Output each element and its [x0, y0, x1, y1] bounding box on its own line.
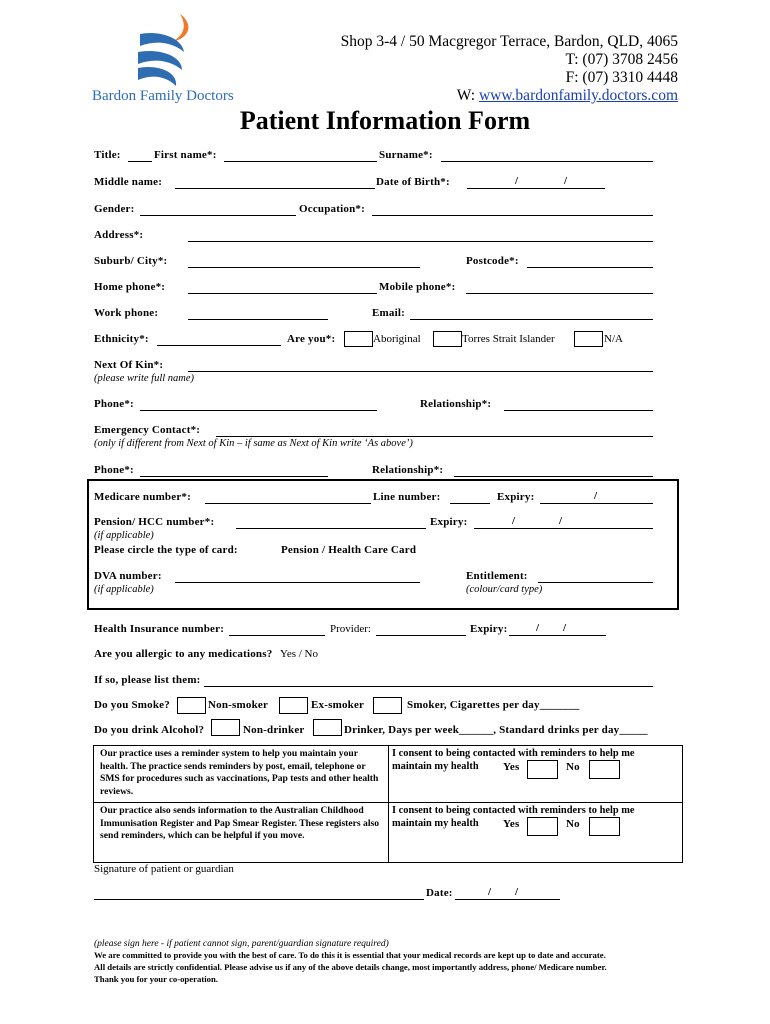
register-yes-checkbox[interactable]	[527, 817, 558, 836]
na-label: N/A	[604, 333, 623, 345]
insurance-expiry-sep-1: /	[536, 622, 540, 634]
nok-phone-field[interactable]	[140, 410, 377, 411]
alcohol-question: Do you drink Alcohol?	[94, 724, 205, 736]
register-no-checkbox[interactable]	[589, 817, 620, 836]
emergency-field[interactable]	[216, 436, 653, 437]
title-label: Title:	[94, 149, 121, 161]
entitlement-note: (colour/card type)	[466, 584, 543, 595]
are-you-label: Are you*:	[287, 333, 336, 345]
emergency-phone-label: Phone*:	[94, 464, 134, 476]
allergy-list-field[interactable]	[204, 686, 653, 687]
entitlement-label: Entitlement:	[466, 570, 528, 582]
list-them-label: If so, please list them:	[94, 674, 201, 686]
ethnicity-field[interactable]	[157, 345, 281, 346]
address-field[interactable]	[188, 241, 653, 242]
allergy-question: Are you allergic to any medications?	[94, 648, 273, 660]
non-drinker-checkbox[interactable]	[211, 719, 240, 736]
home-phone-label: Home phone*:	[94, 281, 166, 293]
drinker-checkbox[interactable]	[313, 719, 342, 736]
logo-swoosh-icon	[132, 12, 202, 88]
register-no-label: No	[566, 818, 580, 830]
surname-label: Surname*:	[379, 149, 433, 161]
date-label: Date:	[426, 887, 453, 899]
reminder-yes-label: Yes	[503, 761, 520, 773]
footer-line-2: All details are strictly confidential. Please advise us if any of the above details change, most importantly address, phone/ Medicare number.	[94, 962, 607, 972]
reminder-yes-checkbox[interactable]	[527, 760, 558, 779]
medicare-expiry-label: Expiry:	[497, 491, 535, 503]
smoker-label: Smoker, Cigarettes per day_______	[407, 699, 580, 711]
address-line-fax: F: (07) 3310 4448	[565, 69, 678, 86]
work-phone-label: Work phone:	[94, 307, 159, 319]
middle-name-label: Middle name:	[94, 176, 163, 188]
brand-name: Bardon Family Doctors	[92, 88, 234, 104]
reminder-no-checkbox[interactable]	[589, 760, 620, 779]
first-name-label: First name*:	[154, 149, 217, 161]
gender-field[interactable]	[140, 215, 296, 216]
smoke-question: Do you Smoke?	[94, 699, 170, 711]
insurance-expiry-label: Expiry:	[470, 623, 508, 635]
footer-line-1: We are committed to provide you with the best of care. To do this it is essential that your medical records are kept up to date and accurate.	[94, 950, 606, 960]
signature-field[interactable]	[94, 899, 424, 900]
work-phone-field[interactable]	[188, 319, 328, 320]
nok-relationship-field[interactable]	[504, 410, 653, 411]
next-of-kin-label: Next Of Kin*:	[94, 359, 164, 371]
medicare-expiry-sep: /	[594, 490, 598, 502]
line-number-field[interactable]	[450, 503, 490, 504]
dob-field[interactable]	[467, 188, 605, 189]
drinker-label: Drinker, Days per week______, Standard drinks per day_____	[344, 724, 648, 736]
provider-label: Provider:	[330, 623, 371, 635]
date-field[interactable]	[455, 899, 560, 900]
reminder-info-text: Our practice uses a reminder system to help you maintain your health. The practice sends reminders by post, email, telephone or SMS for procedures such as vaccinations, Pap tests and other health reviews.	[100, 748, 379, 797]
register-info-text: Our practice also sends information to the Australian Childhood Immunisation Register and Pap Smear Register. These registers also send reminders, which can be helpful if you move.	[100, 805, 380, 841]
tsi-label: Torres Strait Islander	[462, 333, 555, 345]
dob-label: Date of Birth*:	[376, 176, 450, 188]
dva-label: DVA number:	[94, 570, 162, 582]
date-sep-1: /	[488, 886, 492, 898]
emergency-relationship-field[interactable]	[454, 476, 653, 477]
sign-note: (please sign here - if patient cannot sign, parent/guardian signature required)	[94, 939, 389, 949]
provider-field[interactable]	[376, 635, 466, 636]
register-consent-text: I consent to being contacted with reminders to help me maintain my health	[392, 805, 635, 829]
non-drinker-label: Non-drinker	[243, 724, 305, 736]
dob-sep-1: /	[515, 175, 519, 187]
pension-expiry-label: Expiry:	[430, 516, 468, 528]
aboriginal-label: Aboriginal	[373, 333, 421, 345]
dob-sep-2: /	[564, 175, 568, 187]
pension-note: (if applicable)	[94, 530, 154, 541]
reminder-consent-text: I consent to being contacted with reminders to help me maintain my health	[392, 748, 635, 772]
emergency-label: Emergency Contact*:	[94, 424, 201, 436]
ex-smoker-checkbox[interactable]	[279, 697, 308, 714]
logo	[92, 12, 242, 104]
title-field[interactable]	[128, 161, 152, 162]
medicare-field[interactable]	[205, 503, 371, 504]
middle-name-field[interactable]	[175, 188, 375, 189]
pension-field[interactable]	[236, 528, 426, 529]
first-name-field[interactable]	[224, 161, 377, 162]
address-line-phone: T: (07) 3708 2456	[565, 51, 678, 68]
nok-relationship-label: Relationship*:	[420, 398, 492, 410]
address-line-web	[457, 87, 678, 105]
ex-smoker-label: Ex-smoker	[311, 699, 365, 711]
tsi-checkbox[interactable]	[433, 331, 462, 347]
dva-note: (if applicable)	[94, 584, 154, 595]
emergency-relationship-label: Relationship*:	[372, 464, 444, 476]
aboriginal-checkbox[interactable]	[344, 331, 373, 347]
surname-field[interactable]	[441, 161, 653, 162]
date-sep-2: /	[515, 886, 519, 898]
gender-label: Gender:	[94, 203, 135, 215]
pension-expiry-sep-2: /	[559, 515, 563, 527]
address-line-street: Shop 3-4 / 50 Macgregor Terrace, Bardon, QLD, 4065	[340, 33, 678, 50]
medicare-label: Medicare number*:	[94, 491, 191, 503]
smoker-checkbox[interactable]	[373, 697, 402, 714]
dva-field[interactable]	[175, 582, 420, 583]
non-smoker-checkbox[interactable]	[177, 697, 206, 714]
entitlement-field[interactable]	[538, 582, 653, 583]
ethnicity-label: Ethnicity*:	[94, 333, 149, 345]
insurance-field[interactable]	[229, 635, 325, 636]
postcode-label: Postcode*:	[466, 255, 519, 267]
pension-label: Pension/ HCC number*:	[94, 516, 215, 528]
next-of-kin-field[interactable]	[188, 371, 653, 372]
postcode-field[interactable]	[527, 267, 653, 268]
footer-line-3: Thank you for your co-operation.	[94, 974, 218, 984]
insurance-label: Health Insurance number:	[94, 623, 225, 635]
register-yes-label: Yes	[503, 818, 520, 830]
mobile-phone-label: Mobile phone*:	[379, 281, 456, 293]
web-link[interactable]: www.bardonfamily.doctors.com	[478, 87, 678, 104]
suburb-label: Suburb/ City*:	[94, 255, 168, 267]
card-type-options[interactable]: Pension / Health Care Card	[281, 544, 417, 556]
mobile-phone-field[interactable]	[466, 293, 653, 294]
line-number-label: Line number:	[373, 491, 441, 503]
address-label: Address*:	[94, 229, 144, 241]
email-label: Email:	[372, 307, 405, 319]
suburb-field[interactable]	[188, 267, 420, 268]
non-smoker-label: Non-smoker	[208, 699, 269, 711]
pension-expiry-field[interactable]	[474, 528, 653, 529]
occupation-field[interactable]	[372, 215, 653, 216]
reminder-no-label: No	[566, 761, 580, 773]
na-checkbox[interactable]	[574, 331, 603, 347]
insurance-expiry-sep-2: /	[563, 622, 567, 634]
next-of-kin-note: (please write full name)	[94, 373, 195, 384]
home-phone-field[interactable]	[188, 293, 377, 294]
occupation-label: Occupation*:	[299, 203, 365, 215]
signature-label: Signature of patient or guardian	[94, 863, 234, 875]
emergency-phone-field[interactable]	[140, 476, 328, 477]
nok-phone-label: Phone*:	[94, 398, 134, 410]
circle-card-label: Please circle the type of card:	[94, 544, 238, 556]
page-title: Patient Information Form	[239, 106, 531, 135]
email-field[interactable]	[410, 319, 653, 320]
insurance-expiry-field[interactable]	[509, 635, 606, 636]
emergency-note: (only if different from Next of Kin – if same as Next of Kin write ‘As above’)	[94, 438, 413, 449]
pension-expiry-sep-1: /	[512, 515, 516, 527]
web-prefix: W:	[456, 87, 479, 104]
allergy-options[interactable]: Yes / No	[280, 648, 319, 660]
medicare-expiry-field[interactable]	[540, 503, 653, 504]
